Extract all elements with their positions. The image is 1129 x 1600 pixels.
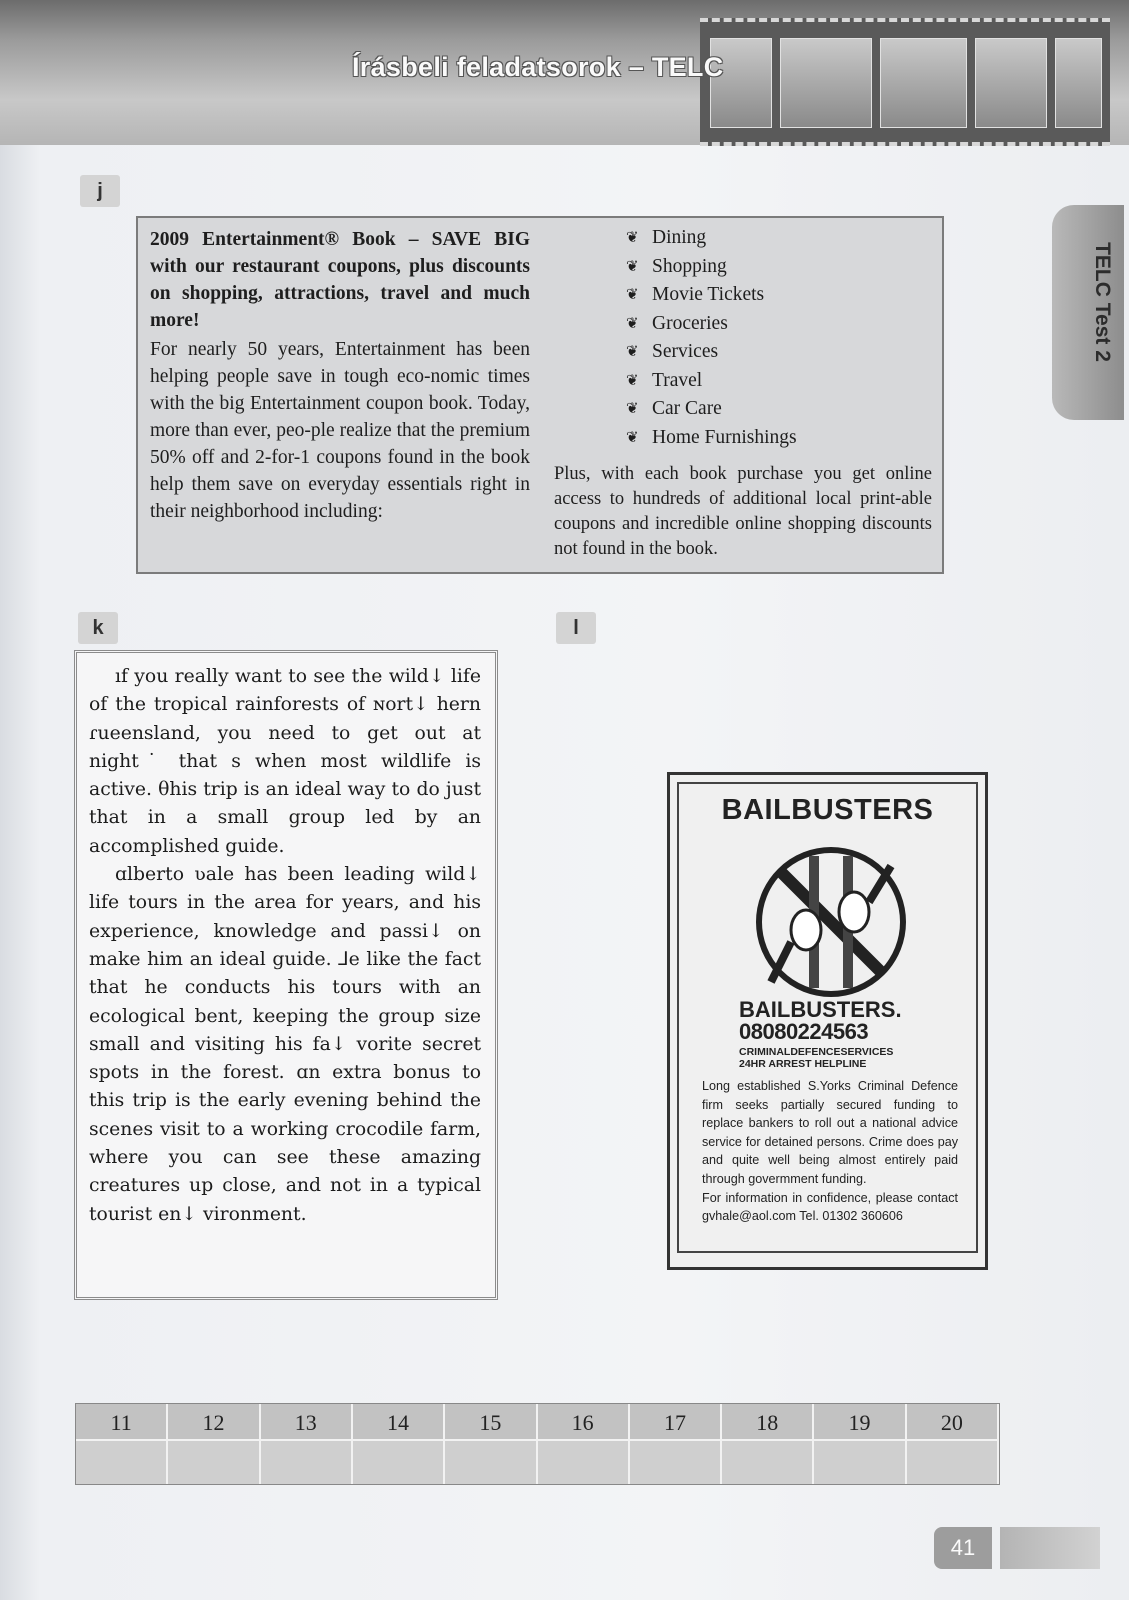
k-paragraph: ıf you really want to see the wild↓ life of the tropical rainforests of ɴort↓ hern ɾueensland, you need to get out at night˙ that s when most wildlife is active. θhis trip is an ideal way to do just that in a small group led by an accomplished guide. xyxy=(89,666,481,857)
answer-cell[interactable] xyxy=(261,1441,353,1484)
j-heading: 2009 Entertainment® Book – SAVE BIG with our restaurant coupons, plus discounts on shopping, attractions, travel and much more! xyxy=(150,229,530,331)
side-tab-label: TELC Test 2 xyxy=(1091,242,1114,362)
list-item: ❦ Services xyxy=(626,338,797,367)
list-item: ❦ Car Care xyxy=(626,395,797,424)
answer-cell[interactable] xyxy=(538,1441,630,1484)
section-letter-j: j xyxy=(80,175,120,207)
section-letter-k: k xyxy=(78,612,118,644)
filmstrip-decoration xyxy=(700,18,1110,146)
j-body: For nearly 50 years, Entertainment has been helping people save in tough eco-nomic times with the big Entertainment coupon book. Today, more than ever, peo-ple realize that the premium 50% off and 2-for-1 coupons found in the book help them save on everyday essentials right in their neighborhood including: xyxy=(150,339,530,522)
list-item: ❦ Travel xyxy=(626,367,797,396)
ad-subtitle: CRIMINALDEFENCESERVICES 24HR ARREST HELPLINE xyxy=(739,1046,894,1070)
list-item: ❦ Groceries xyxy=(626,310,797,339)
ad-brand: BAILBUSTERS. 08080224563 xyxy=(739,997,902,1044)
list-item: ❦ Dining xyxy=(626,224,797,253)
flower-bullet-icon: ❦ xyxy=(626,401,639,417)
grid-number: 15 xyxy=(445,1404,537,1441)
grid-number: 17 xyxy=(630,1404,722,1441)
section-letter-l: l xyxy=(556,612,596,644)
page-number-bar xyxy=(1000,1527,1100,1569)
flower-bullet-icon: ❦ xyxy=(626,230,639,246)
grid-number: 16 xyxy=(538,1404,630,1441)
k-paragraph: ɑlberto ʋale has been leading wild↓ life tours in the area for years, and his experience, knowledge and passi↓ on make him an ideal guide. ⅃e like the fact that he conducts his tours with an ecological bent, keeping the group size small and visiting his fa↓ vorite secret spots in the forest. ɑn extra bonus to this trip is the early evening behind the scenes visit to a working crocodile farm, where you can see these amazing creatures up close, and not in a typical tourist en↓ vironment. xyxy=(89,864,481,1225)
grid-number: 18 xyxy=(722,1404,814,1441)
ad-title: BAILBUSTERS xyxy=(721,794,934,826)
flower-bullet-icon: ❦ xyxy=(626,429,639,446)
k-text xyxy=(89,663,481,1229)
answer-grid xyxy=(75,1403,1000,1485)
film-frame xyxy=(880,38,967,128)
j-list xyxy=(626,224,797,452)
list-item: ❦ Home Furnishings xyxy=(626,424,797,453)
flower-bullet-icon: ❦ xyxy=(626,372,639,389)
answer-cell[interactable] xyxy=(907,1441,999,1484)
answer-cell[interactable] xyxy=(168,1441,260,1484)
page-number: 41 xyxy=(934,1527,992,1569)
grid-number: 13 xyxy=(261,1404,353,1441)
grid-number: 20 xyxy=(907,1404,999,1441)
film-frame xyxy=(1055,38,1102,128)
flower-bullet-icon: ❦ xyxy=(626,258,639,275)
answer-cell[interactable] xyxy=(445,1441,537,1484)
answer-cell[interactable] xyxy=(630,1441,722,1484)
header-title: Írásbeli feladatsorok – TELC xyxy=(352,52,724,82)
answer-cell[interactable] xyxy=(76,1441,168,1484)
ad-inner-frame xyxy=(677,782,978,1253)
j-plus-text: Plus, with each book purchase you get online access to hundreds of additional local print-able coupons and incredible online shopping discounts not found in the book. xyxy=(554,464,932,559)
wildlife-tour-box xyxy=(74,650,498,1300)
ad-body: Long established S.Yorks Criminal Defence firm seeks partially secured funding to replace bankers to roll out a national advice service for detained persons. Crime does pay and quite well being almost entirely paid through govermment funding. For information in confidence, please contact gvhale@aol.com Tel. 01302 360606 xyxy=(702,1079,958,1224)
list-item: ❦ Movie Tickets xyxy=(626,281,797,310)
answer-cell[interactable] xyxy=(353,1441,445,1484)
bailbusters-ad xyxy=(667,772,988,1270)
film-frame xyxy=(780,38,872,128)
flower-bullet-icon: ❦ xyxy=(626,344,639,360)
flower-bullet-icon: ❦ xyxy=(626,315,639,332)
answer-cell[interactable] xyxy=(722,1441,814,1484)
grid-number: 19 xyxy=(814,1404,906,1441)
answer-cell[interactable] xyxy=(814,1441,906,1484)
grid-number: 11 xyxy=(76,1404,168,1441)
grid-number: 12 xyxy=(168,1404,260,1441)
header-band xyxy=(0,0,1129,145)
jail-bars-logo-icon xyxy=(751,842,911,1002)
list-item: ❦ Shopping xyxy=(626,253,797,282)
entertainment-book-box xyxy=(136,216,944,574)
grid-number: 14 xyxy=(353,1404,445,1441)
film-frame xyxy=(975,38,1047,128)
flower-bullet-icon: ❦ xyxy=(626,287,639,303)
